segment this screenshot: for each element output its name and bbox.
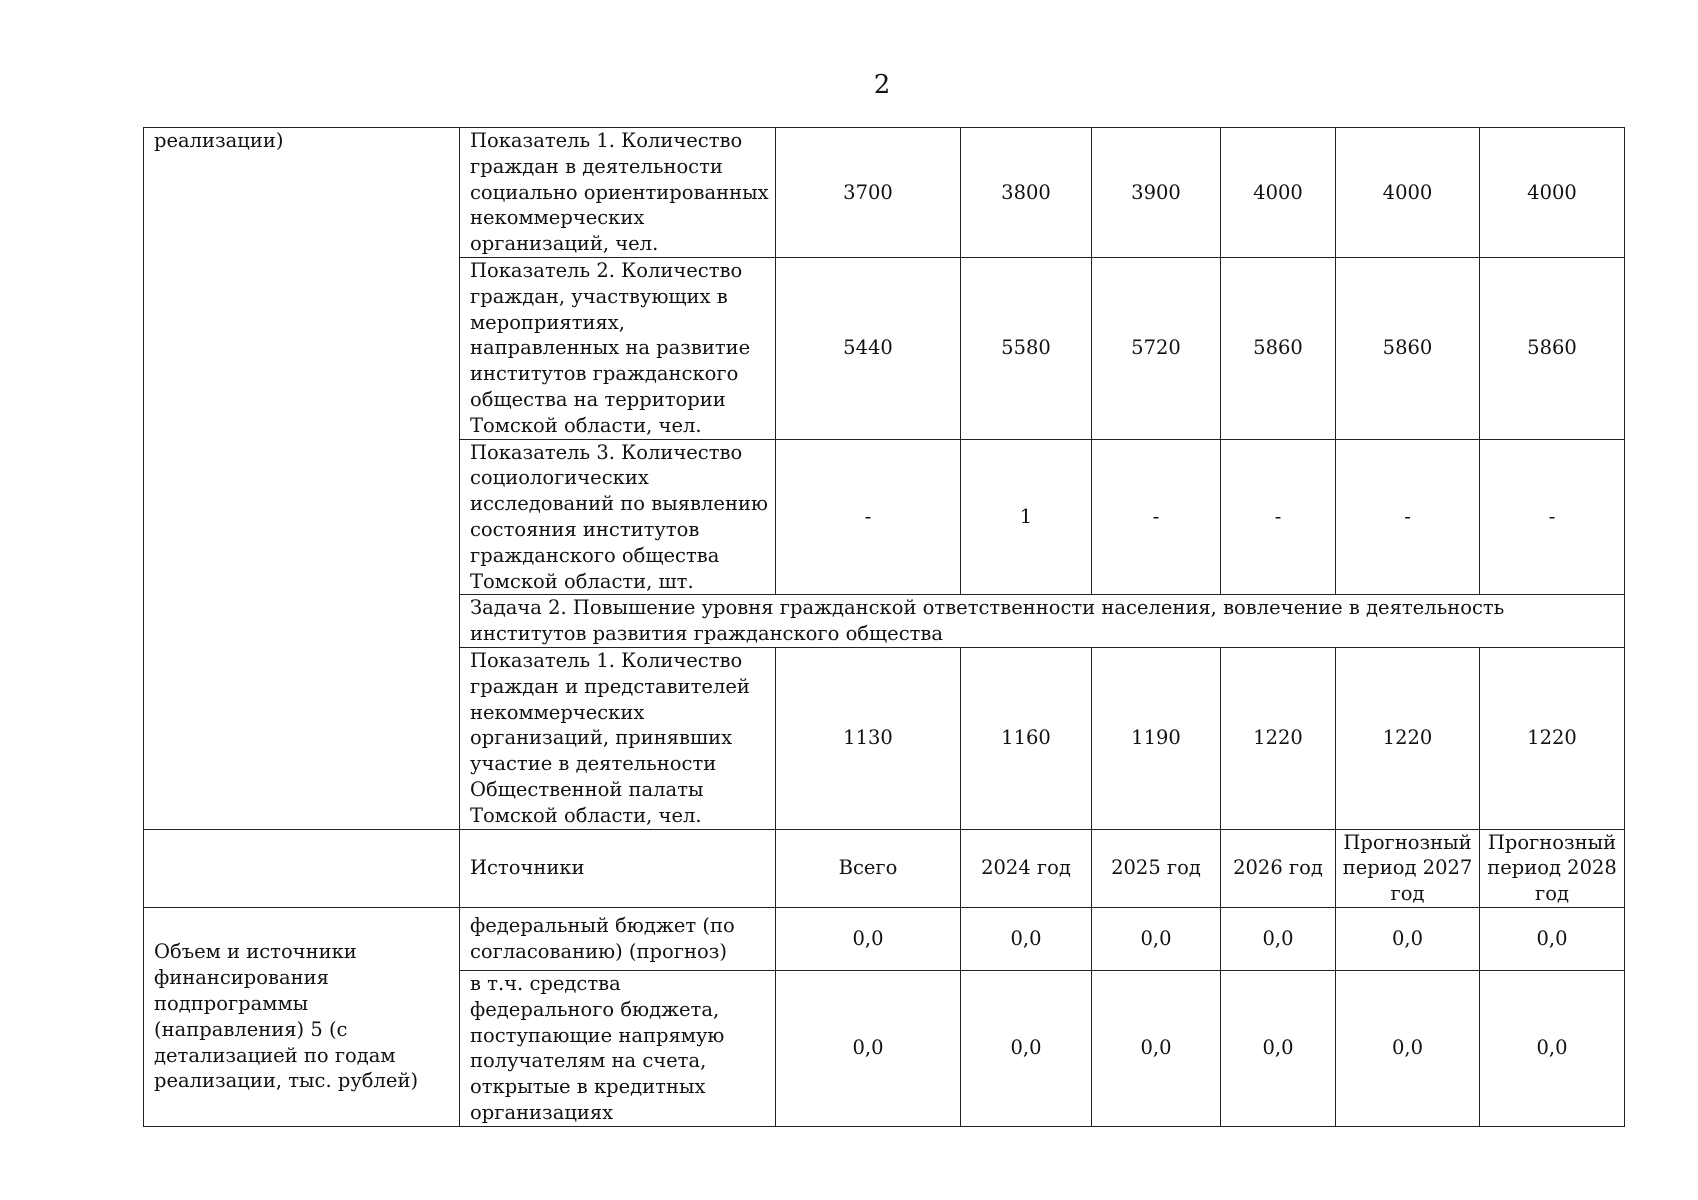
indicator-value: -: [1480, 439, 1625, 595]
indicator-value: 5440: [776, 257, 961, 439]
indicator-value: 5860: [1336, 257, 1480, 439]
header-2027: Прогнозный период 2027 год: [1336, 829, 1480, 907]
indicator-text: Показатель 3. Количество социологических исследований по выявлению состояния институтов гражданского общества Томской области, шт.: [460, 439, 776, 595]
indicator-value: 4000: [1336, 128, 1480, 258]
header-2026: 2026 год: [1221, 829, 1336, 907]
indicator-value: 1220: [1221, 647, 1336, 829]
indicator-value: 4000: [1221, 128, 1336, 258]
funding-source: в т.ч. средства федерального бюджета, поступающие напрямую получателям на счета, открытые в кредитных организациях: [460, 970, 776, 1126]
funding-value: 0,0: [1336, 907, 1480, 970]
funding-value: 0,0: [1336, 970, 1480, 1126]
indicator-value: 3700: [776, 128, 961, 258]
header-2025: 2025 год: [1092, 829, 1221, 907]
funding-label-cell: [144, 907, 460, 1126]
funding-source: федеральный бюджет (по согласованию) (прогноз): [460, 907, 776, 970]
page-number: 2: [873, 70, 891, 100]
indicator-text: Показатель 1. Количество граждан в деятельности социально ориентированных некоммерческих организаций, чел.: [460, 128, 776, 258]
indicator-value: 1: [961, 439, 1092, 595]
funding-value: 0,0: [1221, 907, 1336, 970]
task-2-text: Задача 2. Повышение уровня гражданской ответственности населения, вовлечение в деятельность институтов развития гражданского общества: [460, 595, 1625, 648]
indicator-text: Показатель 2. Количество граждан, участвующих в мероприятиях, направленных на развитие институтов гражданского общества на территории Томской области, чел.: [460, 257, 776, 439]
indicator-value: 1190: [1092, 647, 1221, 829]
indicator-value: 3900: [1092, 128, 1221, 258]
header-2028: Прогнозный период 2028 год: [1480, 829, 1625, 907]
funding-value: 0,0: [1480, 907, 1625, 970]
indicator-value: 3800: [961, 128, 1092, 258]
indicator-value: -: [1336, 439, 1480, 595]
indicator-value: 5580: [961, 257, 1092, 439]
indicator-value: 5720: [1092, 257, 1221, 439]
header-sources: Источники: [460, 829, 776, 907]
indicator-value: -: [1092, 439, 1221, 595]
empty-cell: [144, 829, 460, 907]
indicator-value: 1220: [1336, 647, 1480, 829]
indicator-text: Показатель 1. Количество граждан и представителей некоммерческих организаций, принявших участие в деятельности Общественной палаты Томской области, чел.: [460, 647, 776, 829]
indicator-row: [144, 128, 1625, 258]
indicator-value: 5860: [1221, 257, 1336, 439]
indicator-value: 1130: [776, 647, 961, 829]
header-2024: 2024 год: [961, 829, 1092, 907]
funding-row: [144, 907, 1625, 970]
funding-value: 0,0: [1092, 907, 1221, 970]
indicator-value: 4000: [1480, 128, 1625, 258]
indicator-value: 5860: [1480, 257, 1625, 439]
indicator-value: 1220: [1480, 647, 1625, 829]
funding-value: 0,0: [1221, 970, 1336, 1126]
funding-value: 0,0: [776, 907, 961, 970]
funding-label: Объем и источники финансирования подпрограммы (направления) 5 (с детализацией по годам реализации, тыс. рублей): [154, 940, 419, 1093]
indicator-value: 1160: [961, 647, 1092, 829]
funding-value: 0,0: [1480, 970, 1625, 1126]
funding-value: 0,0: [776, 970, 961, 1126]
funding-value: 0,0: [961, 907, 1092, 970]
indicator-value: -: [776, 439, 961, 595]
funding-header-row: [144, 829, 1625, 907]
subprogram-passport-table: [143, 127, 1625, 1127]
funding-value: 0,0: [961, 970, 1092, 1126]
section-label-cell: [144, 128, 460, 830]
indicator-value: -: [1221, 439, 1336, 595]
funding-value: 0,0: [1092, 970, 1221, 1126]
section-label: реализации): [154, 129, 284, 152]
header-total: Всего: [776, 829, 961, 907]
